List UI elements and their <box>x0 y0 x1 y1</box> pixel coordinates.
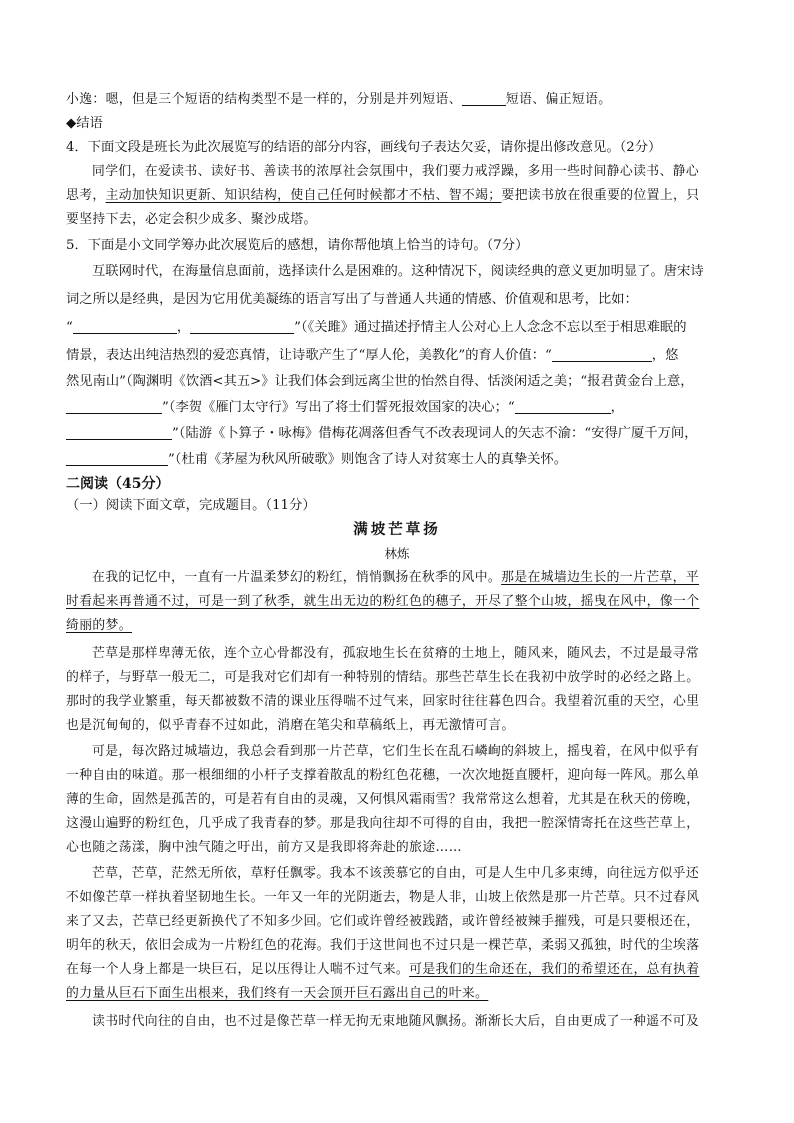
essay-line: 读书时代向往的自由，也不过是像芒草一样无拘无束地随风飘扬。渐渐长大后，自由更成了一种遥不可及 <box>92 1014 700 1029</box>
poem-blank-1[interactable] <box>73 319 177 334</box>
closing-heading: ◆结语 <box>66 116 103 131</box>
q5-text-line: 情景，表达出纯洁热烈的爱恋真情，让诗歌产生了“厚人伦，美教化”的育人价值：“ ，悠 <box>66 348 679 363</box>
essay-author: 林炼 <box>384 546 410 561</box>
essay-title: 满坡芒草扬 <box>353 521 441 538</box>
essay-line: 心也随之荡漾，胸中浊气随之吁出，前方又是我即将奔赴的旅途…… <box>66 840 462 855</box>
section-2-heading: 二阅读（45分） <box>66 476 170 492</box>
poem-blank-5[interactable] <box>515 399 611 414</box>
underlined-sentence: 那是在城墙边生长的一片芒草，平 <box>501 570 700 585</box>
essay-line: 一种自由的味道。那一根细细的小杆子支撑着散乱的粉红色花穗，一次次地挺直腰杆，迎向每一阵风。那么单 <box>66 768 700 783</box>
essay-line: 那时的我学业繁重，每天都被数不清的课业压得喘不过气来，回家时往往暮色四合。我望着沉重的天空，心里 <box>66 694 700 709</box>
essay-line: 芒草是那样卑薄无依，连个立心骨都没有，孤寂地生长在贫瘠的土地上，随风来，随风去，不过是最寻常 <box>92 646 700 661</box>
essay-line: 这漫山遍野的粉红色，几乎成了我青春的梦。那是我向往却不可得的自由，我把一腔深情寄托在这些芒草上， <box>66 816 700 831</box>
essay-line: 的样子，与野草一般无二，可是我对它们却有一种特别的情结。那些芒草生长在我初中放学时的必经之路上。 <box>66 670 700 685</box>
essay-line: 在每一个人身上都是一块巨石，足以压得让人喘不过气来。可是我们的生命还在，我们的希望还在，总有执着 <box>66 962 700 977</box>
essay-line: 在我的记忆中，一直有一片温柔梦幻的粉红，悄悄飘扬在秋季的风中。那是在城墙边生长的一片芒草，平 <box>92 570 700 585</box>
dialogue-text-end: 短语、偏正短语。 <box>505 92 612 107</box>
q5-text-line: 词之所以是经典，是因为它用优美凝练的语言写出了与普通人共通的情感、价值观和思考，比如： <box>66 292 638 307</box>
poem-blank-2[interactable] <box>190 319 294 334</box>
q5-text-line: ”（李贺《雁门太守行》写出了将士们誓死报效国家的决心；“ ， <box>66 398 736 418</box>
poem-blank-3[interactable] <box>552 347 652 362</box>
poem-blank-4[interactable] <box>66 399 162 414</box>
q5-text-line: ”（陆游《卜算子・咏梅》借梅花凋落但香气不改表现词人的矢志不渝：“安得广厦千万间， <box>66 424 736 444</box>
underlined-sentence: 主动加快知识更新、知识结构，使自己任何时候都才不枯、智不竭； <box>105 188 502 203</box>
q5-text-line: ”（杜甫《茅屋为秋风所破歌》则饱含了诗人对贫寒士人的真挚关怀。 <box>66 450 736 470</box>
essay-line: 明年的秋天，依旧会成为一片粉红色的花海。我们于这世间也不过只是一棵芒草，柔弱又孤独，时代的尘埃落 <box>66 938 700 953</box>
essay-line: 时看起来再普通不过，可是一到了秋季，就生出无边的粉红色的穗子，开尽了整个山坡，摇曳在风中，像一个 <box>66 594 700 609</box>
essay-line: 也是沉甸甸的，似乎青春不过如此，消磨在笔尖和草稿纸上，再无激情可言。 <box>66 718 515 733</box>
underlined-sentence: 可是我们的生命还在，我们的希望还在，总有执着 <box>409 962 700 977</box>
essay-line: 来了又去，芒草已经更新换代了不知多少回。它们或许曾经被践踏，或许曾经被辣手摧残，可是只要根还在， <box>66 914 700 929</box>
essay-line: 绮丽的梦。 <box>66 618 132 633</box>
essay-line: 薄的生命，固然是孤苦的，可是若有自由的灵魂，又何惧风霜雨雪？我常常这么想着，尤其是在秋天的傍晚， <box>66 792 700 807</box>
q5-text-line: 然见南山”（陶渊明《饮酒<其五>》让我们体会到远离尘世的怡然自得、恬淡闲适之美；“报君黄金台上意， <box>66 374 694 389</box>
dialogue-text: 小逸：嗯，但是三个短语的结构类型不是一样的，分别是并列短语、 <box>66 92 462 107</box>
q5-text-line: “ ， ”（《关雎》通过描述抒情主人公对心上人念念不忘以至于相思难眠的 <box>66 320 687 335</box>
essay-line: 可是，每次路过城墙边，我总会看到那一片芒草，它们生长在乱石嶙峋的斜坡上，摇曳着，在风中似乎有 <box>92 744 700 759</box>
essay-line: 的力量从巨石下面生出根来，我们终有一天会顶开巨石露出自己的叶来。 <box>66 986 489 1001</box>
poem-blank-6[interactable] <box>66 425 172 440</box>
question-4-stem: 4．下面文段是班长为此次展览写的结语的部分内容，画线句子表达欠妥，请你提出修改意见。（2分） <box>66 140 662 155</box>
q4-paragraph-line: 思考，主动加快知识更新、知识结构，使自己任何时候都才不枯、智不竭；要把读书放在很重要的位置上，只 <box>66 188 700 203</box>
question-5-stem: 5．下面是小文同学筹办此次展览后的感想，请你帮他填上恰当的诗句。（7分） <box>66 238 529 253</box>
q5-text-line: 互联网时代，在海量信息面前，选择读什么是困难的。这种情况下，阅读经典的意义更加明显了。唐宋诗 <box>92 264 704 279</box>
q4-paragraph-line: 同学们，在爱读书、读好书、善读书的浓厚社会氛围中，我们要力戒浮躁，多用一些时间静心读书、静心 <box>92 164 700 179</box>
section-2-subheading: （一）阅读下面文章，完成题目。（11分） <box>66 498 316 513</box>
essay-line: 不如像芒草一样执着坚韧地生长。一年又一年的光阴逝去，物是人非，山坡上依然是那一片芒草。只不过春风 <box>66 890 700 905</box>
q4-paragraph-line: 要坚持下去，必定会积少成多、聚沙成塔。 <box>66 212 317 227</box>
answer-blank[interactable] <box>462 91 506 106</box>
essay-line: 芒草，芒草，茫然无所依，草籽任飘零。我本不该羡慕它的自由，可是人生中几多束缚，向往远方似乎还 <box>92 866 700 881</box>
dialogue-line <box>66 90 736 110</box>
poem-blank-7[interactable] <box>66 451 168 466</box>
